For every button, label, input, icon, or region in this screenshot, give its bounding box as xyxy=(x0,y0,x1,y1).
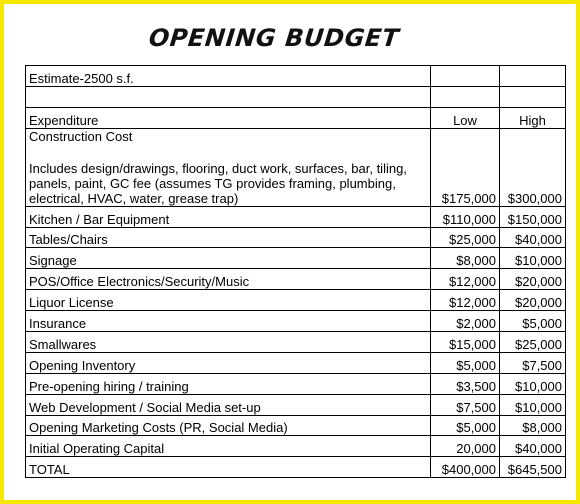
expenditure-label: Insurance xyxy=(26,311,431,332)
header-expenditure: Expenditure xyxy=(26,107,431,128)
low-value: $175,000 xyxy=(431,128,500,206)
table-row xyxy=(26,352,566,373)
high-value: $10,000 xyxy=(500,373,566,394)
budget-table xyxy=(25,65,566,478)
high-value: $300,000 xyxy=(500,128,566,206)
high-value: $40,000 xyxy=(500,436,566,457)
low-value: $3,500 xyxy=(431,373,500,394)
construction-line: electrical, HVAC, water, grease trap) xyxy=(29,190,239,206)
total-low: $400,000 xyxy=(431,457,500,478)
low-value: $12,000 xyxy=(431,269,500,290)
low-value: 20,000 xyxy=(431,436,500,457)
table-row xyxy=(26,248,566,269)
expenditure-label: Web Development / Social Media set-up xyxy=(26,394,431,415)
expenditure-label: Pre-opening hiring / training xyxy=(26,373,431,394)
spacer xyxy=(29,144,427,161)
table-row xyxy=(26,436,566,457)
high-value: $20,000 xyxy=(500,290,566,311)
table-row xyxy=(26,332,566,353)
expenditure-label: Opening Marketing Costs (PR, Social Media) xyxy=(26,415,431,436)
low-value: $12,000 xyxy=(431,290,500,311)
header-high: High xyxy=(500,107,566,128)
expenditure-label: Tables/Chairs xyxy=(26,227,431,248)
empty-cell xyxy=(431,66,500,87)
low-value: $15,000 xyxy=(431,332,500,353)
table-row xyxy=(26,415,566,436)
expenditure-label: Smallwares xyxy=(26,332,431,353)
header-low: Low xyxy=(431,107,500,128)
expenditure-label: Kitchen / Bar Equipment xyxy=(26,206,431,227)
expenditure-label: POS/Office Electronics/Security/Music xyxy=(26,269,431,290)
total-label: TOTAL xyxy=(26,457,431,478)
high-value: $8,000 xyxy=(500,415,566,436)
high-value: $10,000 xyxy=(500,394,566,415)
low-value: $8,000 xyxy=(431,248,500,269)
construction-label: Construction Cost xyxy=(29,128,133,144)
high-value: $10,000 xyxy=(500,248,566,269)
high-value: $25,000 xyxy=(500,332,566,353)
empty-cell xyxy=(26,86,431,107)
page-title: OPENING BUDGET xyxy=(147,24,401,52)
table-row xyxy=(26,290,566,311)
construction-description xyxy=(26,128,431,206)
estimate-cell: Estimate-2500 s.f. xyxy=(26,66,431,87)
total-row xyxy=(26,457,566,478)
construction-line: panels, paint, GC fee (assumes TG provides framing, plumbing, xyxy=(29,175,396,191)
high-value: $7,500 xyxy=(500,352,566,373)
low-value: $2,000 xyxy=(431,311,500,332)
table-row xyxy=(26,311,566,332)
total-high: $645,500 xyxy=(500,457,566,478)
low-value: $7,500 xyxy=(431,394,500,415)
empty-cell xyxy=(500,66,566,87)
construction-line: Includes design/drawings, flooring, duct work, surfaces, bar, tiling, xyxy=(29,160,407,176)
table-row xyxy=(26,206,566,227)
expenditure-label: Signage xyxy=(26,248,431,269)
low-value: $5,000 xyxy=(431,352,500,373)
table-row xyxy=(26,373,566,394)
empty-cell xyxy=(500,86,566,107)
high-value: $20,000 xyxy=(500,269,566,290)
header-row xyxy=(26,107,566,128)
high-value: $40,000 xyxy=(500,227,566,248)
high-value: $150,000 xyxy=(500,206,566,227)
construction-row xyxy=(26,128,566,206)
estimate-row xyxy=(26,66,566,87)
low-value: $110,000 xyxy=(431,206,500,227)
table-row xyxy=(26,394,566,415)
low-value: $25,000 xyxy=(431,227,500,248)
table-row xyxy=(26,227,566,248)
expenditure-label: Liquor License xyxy=(26,290,431,311)
high-value: $5,000 xyxy=(500,311,566,332)
blank-row xyxy=(26,86,566,107)
empty-cell xyxy=(431,86,500,107)
expenditure-label: Opening Inventory xyxy=(26,352,431,373)
low-value: $5,000 xyxy=(431,415,500,436)
expenditure-label: Initial Operating Capital xyxy=(26,436,431,457)
table-row xyxy=(26,269,566,290)
